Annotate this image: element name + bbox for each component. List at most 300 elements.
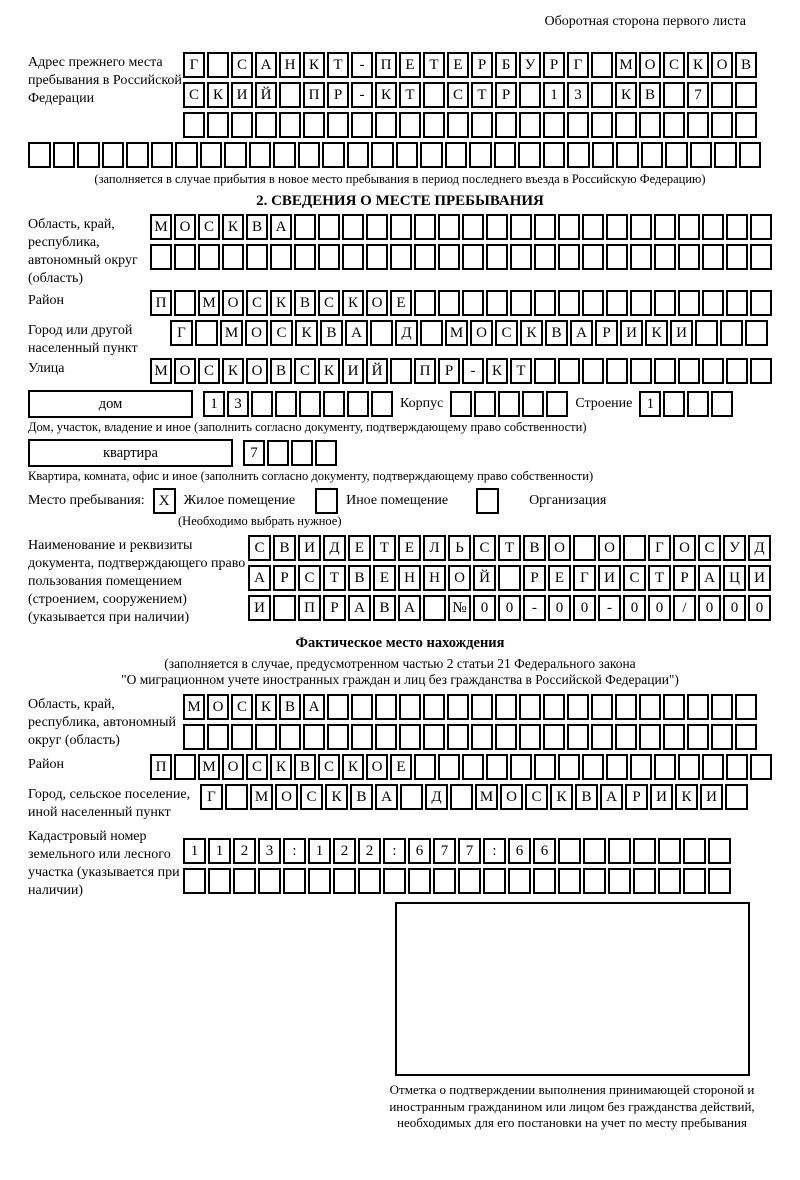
- char-cell[interactable]: [735, 112, 757, 138]
- char-cell[interactable]: В: [545, 320, 568, 346]
- char-cell[interactable]: [711, 112, 733, 138]
- char-cell[interactable]: С: [183, 82, 205, 108]
- char-cell[interactable]: 0: [473, 595, 496, 621]
- char-cell[interactable]: И: [298, 535, 321, 561]
- char-cell[interactable]: [351, 112, 373, 138]
- char-cell[interactable]: [399, 112, 421, 138]
- char-cell[interactable]: 6: [508, 838, 531, 864]
- char-cell[interactable]: [726, 214, 748, 240]
- char-cell[interactable]: [702, 244, 724, 270]
- char-cell[interactable]: Р: [327, 82, 349, 108]
- char-cell[interactable]: Й: [366, 358, 388, 384]
- char-cell[interactable]: [720, 320, 743, 346]
- char-cell[interactable]: [558, 290, 580, 316]
- char-cell[interactable]: [438, 214, 460, 240]
- char-cell[interactable]: В: [735, 52, 757, 78]
- char-cell[interactable]: И: [248, 595, 271, 621]
- char-cell[interactable]: С: [270, 320, 293, 346]
- char-cell[interactable]: [258, 868, 281, 894]
- char-cell[interactable]: [327, 112, 349, 138]
- char-cell[interactable]: [750, 754, 772, 780]
- char-cell[interactable]: [518, 142, 541, 168]
- char-cell[interactable]: [750, 214, 772, 240]
- char-cell[interactable]: С: [246, 754, 268, 780]
- char-cell[interactable]: Т: [399, 82, 421, 108]
- char-cell[interactable]: А: [698, 565, 721, 591]
- char-cell[interactable]: О: [366, 754, 388, 780]
- char-cell[interactable]: И: [231, 82, 253, 108]
- char-cell[interactable]: [498, 391, 520, 417]
- char-cell[interactable]: [543, 112, 565, 138]
- char-cell[interactable]: [726, 358, 748, 384]
- char-cell[interactable]: [678, 754, 700, 780]
- char-cell[interactable]: [28, 142, 51, 168]
- char-cell[interactable]: О: [548, 535, 571, 561]
- char-cell[interactable]: [735, 82, 757, 108]
- char-cell[interactable]: [702, 214, 724, 240]
- char-cell[interactable]: Е: [398, 535, 421, 561]
- char-cell[interactable]: К: [675, 784, 698, 810]
- char-cell[interactable]: [298, 142, 321, 168]
- char-cell[interactable]: О: [222, 754, 244, 780]
- char-cell[interactable]: [408, 868, 431, 894]
- char-cell[interactable]: [77, 142, 100, 168]
- char-cell[interactable]: [102, 142, 125, 168]
- char-cell[interactable]: [725, 784, 748, 810]
- char-cell[interactable]: [582, 214, 604, 240]
- char-cell[interactable]: -: [351, 82, 373, 108]
- char-cell[interactable]: [683, 838, 706, 864]
- char-cell[interactable]: К: [325, 784, 348, 810]
- char-cell[interactable]: [279, 724, 301, 750]
- char-cell[interactable]: [582, 290, 604, 316]
- char-cell[interactable]: [654, 244, 676, 270]
- char-cell[interactable]: [233, 868, 256, 894]
- char-cell[interactable]: Б: [495, 52, 517, 78]
- char-cell[interactable]: О: [673, 535, 696, 561]
- char-cell[interactable]: 0: [748, 595, 771, 621]
- char-cell[interactable]: [616, 142, 639, 168]
- char-cell[interactable]: [726, 244, 748, 270]
- char-cell[interactable]: [414, 244, 436, 270]
- char-cell[interactable]: [494, 142, 517, 168]
- char-cell[interactable]: [175, 142, 198, 168]
- char-cell[interactable]: А: [570, 320, 593, 346]
- char-cell[interactable]: А: [348, 595, 371, 621]
- char-cell[interactable]: Г: [200, 784, 223, 810]
- char-cell[interactable]: 0: [548, 595, 571, 621]
- char-cell[interactable]: [510, 244, 532, 270]
- char-cell[interactable]: К: [222, 214, 244, 240]
- char-cell[interactable]: [370, 320, 393, 346]
- char-cell[interactable]: [420, 142, 443, 168]
- char-cell[interactable]: А: [303, 694, 325, 720]
- char-cell[interactable]: [630, 290, 652, 316]
- char-cell[interactable]: [433, 868, 456, 894]
- char-cell[interactable]: Р: [323, 595, 346, 621]
- char-cell[interactable]: Т: [327, 52, 349, 78]
- char-cell[interactable]: [174, 754, 196, 780]
- char-cell[interactable]: П: [375, 52, 397, 78]
- char-cell[interactable]: [366, 244, 388, 270]
- char-cell[interactable]: Д: [748, 535, 771, 561]
- char-cell[interactable]: [275, 391, 297, 417]
- char-cell[interactable]: [519, 694, 541, 720]
- char-cell[interactable]: [150, 244, 172, 270]
- char-cell[interactable]: 7: [433, 838, 456, 864]
- char-cell[interactable]: Т: [471, 82, 493, 108]
- char-cell[interactable]: [291, 440, 313, 466]
- char-cell[interactable]: [458, 868, 481, 894]
- char-cell[interactable]: М: [198, 754, 220, 780]
- char-cell[interactable]: О: [598, 535, 621, 561]
- char-cell[interactable]: [283, 868, 306, 894]
- char-cell[interactable]: И: [342, 358, 364, 384]
- char-cell[interactable]: [438, 754, 460, 780]
- char-cell[interactable]: [438, 290, 460, 316]
- char-cell[interactable]: [606, 244, 628, 270]
- char-cell[interactable]: [519, 112, 541, 138]
- char-cell[interactable]: [462, 290, 484, 316]
- char-cell[interactable]: [371, 391, 393, 417]
- char-cell[interactable]: В: [350, 784, 373, 810]
- char-cell[interactable]: [323, 391, 345, 417]
- char-cell[interactable]: Т: [510, 358, 532, 384]
- char-cell[interactable]: [510, 754, 532, 780]
- char-cell[interactable]: [623, 535, 646, 561]
- char-cell[interactable]: [498, 565, 521, 591]
- char-cell[interactable]: С: [525, 784, 548, 810]
- char-cell[interactable]: [534, 214, 556, 240]
- char-cell[interactable]: К: [550, 784, 573, 810]
- char-cell[interactable]: [534, 244, 556, 270]
- char-cell[interactable]: К: [615, 82, 637, 108]
- char-cell[interactable]: [608, 868, 631, 894]
- char-cell[interactable]: О: [500, 784, 523, 810]
- char-cell[interactable]: Л: [423, 535, 446, 561]
- char-cell[interactable]: Н: [398, 565, 421, 591]
- dom-type-box[interactable]: дом: [28, 390, 193, 418]
- char-cell[interactable]: [471, 112, 493, 138]
- char-cell[interactable]: 7: [687, 82, 709, 108]
- char-cell[interactable]: [582, 754, 604, 780]
- char-cell[interactable]: С: [698, 535, 721, 561]
- char-cell[interactable]: [583, 868, 606, 894]
- char-cell[interactable]: [639, 112, 661, 138]
- char-cell[interactable]: Е: [390, 754, 412, 780]
- char-cell[interactable]: Н: [423, 565, 446, 591]
- char-cell[interactable]: [399, 724, 421, 750]
- char-cell[interactable]: [695, 320, 718, 346]
- char-cell[interactable]: Р: [523, 565, 546, 591]
- char-cell[interactable]: [174, 290, 196, 316]
- char-cell[interactable]: [690, 142, 713, 168]
- char-cell[interactable]: Г: [170, 320, 193, 346]
- char-cell[interactable]: [495, 724, 517, 750]
- char-cell[interactable]: [639, 694, 661, 720]
- char-cell[interactable]: [351, 724, 373, 750]
- char-cell[interactable]: А: [375, 784, 398, 810]
- char-cell[interactable]: М: [475, 784, 498, 810]
- char-cell[interactable]: [299, 391, 321, 417]
- char-cell[interactable]: У: [723, 535, 746, 561]
- char-cell[interactable]: [630, 214, 652, 240]
- char-cell[interactable]: [423, 82, 445, 108]
- char-cell[interactable]: [390, 358, 412, 384]
- char-cell[interactable]: [450, 391, 472, 417]
- char-cell[interactable]: [711, 82, 733, 108]
- char-cell[interactable]: [414, 754, 436, 780]
- char-cell[interactable]: Ь: [448, 535, 471, 561]
- char-cell[interactable]: [522, 391, 544, 417]
- char-cell[interactable]: П: [150, 290, 172, 316]
- char-cell[interactable]: [255, 724, 277, 750]
- char-cell[interactable]: [347, 142, 370, 168]
- char-cell[interactable]: [414, 290, 436, 316]
- char-cell[interactable]: В: [639, 82, 661, 108]
- char-cell[interactable]: [342, 244, 364, 270]
- char-cell[interactable]: /: [673, 595, 696, 621]
- char-cell[interactable]: О: [174, 214, 196, 240]
- char-cell[interactable]: [711, 391, 733, 417]
- char-cell[interactable]: [615, 694, 637, 720]
- char-cell[interactable]: М: [150, 358, 172, 384]
- char-cell[interactable]: [591, 724, 613, 750]
- char-cell[interactable]: [183, 112, 205, 138]
- char-cell[interactable]: [543, 694, 565, 720]
- char-cell[interactable]: [486, 214, 508, 240]
- char-cell[interactable]: Е: [373, 565, 396, 591]
- char-cell[interactable]: К: [342, 754, 364, 780]
- char-cell[interactable]: [423, 595, 446, 621]
- char-cell[interactable]: 1: [203, 391, 225, 417]
- char-cell[interactable]: -: [523, 595, 546, 621]
- char-cell[interactable]: -: [598, 595, 621, 621]
- char-cell[interactable]: [486, 754, 508, 780]
- char-cell[interactable]: С: [298, 565, 321, 591]
- char-cell[interactable]: [445, 142, 468, 168]
- inoe-checkbox[interactable]: [315, 488, 338, 514]
- char-cell[interactable]: [726, 290, 748, 316]
- char-cell[interactable]: [469, 142, 492, 168]
- char-cell[interactable]: М: [150, 214, 172, 240]
- char-cell[interactable]: К: [645, 320, 668, 346]
- char-cell[interactable]: 7: [243, 440, 265, 466]
- char-cell[interactable]: [678, 358, 700, 384]
- char-cell[interactable]: [438, 244, 460, 270]
- char-cell[interactable]: С: [495, 320, 518, 346]
- char-cell[interactable]: 1: [639, 391, 661, 417]
- char-cell[interactable]: В: [273, 535, 296, 561]
- char-cell[interactable]: [519, 724, 541, 750]
- char-cell[interactable]: [375, 112, 397, 138]
- char-cell[interactable]: [543, 724, 565, 750]
- char-cell[interactable]: [582, 244, 604, 270]
- char-cell[interactable]: [615, 724, 637, 750]
- char-cell[interactable]: [508, 868, 531, 894]
- char-cell[interactable]: [573, 535, 596, 561]
- char-cell[interactable]: [246, 244, 268, 270]
- char-cell[interactable]: [308, 868, 331, 894]
- char-cell[interactable]: [534, 754, 556, 780]
- char-cell[interactable]: А: [345, 320, 368, 346]
- char-cell[interactable]: [606, 214, 628, 240]
- char-cell[interactable]: Р: [673, 565, 696, 591]
- char-cell[interactable]: [658, 838, 681, 864]
- char-cell[interactable]: 7: [458, 838, 481, 864]
- char-cell[interactable]: [558, 244, 580, 270]
- char-cell[interactable]: [708, 838, 731, 864]
- char-cell[interactable]: [534, 290, 556, 316]
- char-cell[interactable]: О: [246, 358, 268, 384]
- char-cell[interactable]: 1: [543, 82, 565, 108]
- char-cell[interactable]: [702, 290, 724, 316]
- char-cell[interactable]: 0: [648, 595, 671, 621]
- char-cell[interactable]: В: [270, 358, 292, 384]
- char-cell[interactable]: В: [246, 214, 268, 240]
- char-cell[interactable]: Й: [255, 82, 277, 108]
- char-cell[interactable]: [294, 214, 316, 240]
- char-cell[interactable]: [510, 290, 532, 316]
- char-cell[interactable]: [225, 784, 248, 810]
- char-cell[interactable]: В: [523, 535, 546, 561]
- char-cell[interactable]: [195, 320, 218, 346]
- char-cell[interactable]: И: [620, 320, 643, 346]
- kvartira-type-box[interactable]: квартира: [28, 439, 233, 467]
- char-cell[interactable]: Г: [573, 565, 596, 591]
- char-cell[interactable]: :: [283, 838, 306, 864]
- char-cell[interactable]: О: [711, 52, 733, 78]
- char-cell[interactable]: [486, 244, 508, 270]
- char-cell[interactable]: О: [222, 290, 244, 316]
- char-cell[interactable]: [687, 112, 709, 138]
- char-cell[interactable]: [303, 724, 325, 750]
- char-cell[interactable]: [126, 142, 149, 168]
- char-cell[interactable]: Е: [447, 52, 469, 78]
- char-cell[interactable]: [739, 142, 762, 168]
- char-cell[interactable]: [347, 391, 369, 417]
- char-cell[interactable]: [592, 142, 615, 168]
- char-cell[interactable]: [735, 724, 757, 750]
- char-cell[interactable]: [615, 112, 637, 138]
- char-cell[interactable]: [726, 754, 748, 780]
- char-cell[interactable]: М: [615, 52, 637, 78]
- char-cell[interactable]: К: [295, 320, 318, 346]
- char-cell[interactable]: [53, 142, 76, 168]
- char-cell[interactable]: [279, 112, 301, 138]
- char-cell[interactable]: [249, 142, 272, 168]
- char-cell[interactable]: [711, 694, 733, 720]
- char-cell[interactable]: П: [303, 82, 325, 108]
- char-cell[interactable]: [483, 868, 506, 894]
- char-cell[interactable]: Д: [395, 320, 418, 346]
- char-cell[interactable]: Г: [648, 535, 671, 561]
- char-cell[interactable]: И: [650, 784, 673, 810]
- char-cell[interactable]: [567, 112, 589, 138]
- char-cell[interactable]: [543, 142, 566, 168]
- char-cell[interactable]: А: [255, 52, 277, 78]
- char-cell[interactable]: [558, 214, 580, 240]
- char-cell[interactable]: [683, 868, 706, 894]
- char-cell[interactable]: Й: [473, 565, 496, 591]
- char-cell[interactable]: [273, 142, 296, 168]
- char-cell[interactable]: [462, 754, 484, 780]
- char-cell[interactable]: [641, 142, 664, 168]
- char-cell[interactable]: Е: [390, 290, 412, 316]
- char-cell[interactable]: Н: [279, 52, 301, 78]
- char-cell[interactable]: [558, 358, 580, 384]
- char-cell[interactable]: И: [700, 784, 723, 810]
- char-cell[interactable]: К: [270, 290, 292, 316]
- char-cell[interactable]: [702, 754, 724, 780]
- char-cell[interactable]: [207, 112, 229, 138]
- char-cell[interactable]: [750, 244, 772, 270]
- char-cell[interactable]: [663, 694, 685, 720]
- char-cell[interactable]: П: [298, 595, 321, 621]
- char-cell[interactable]: [414, 214, 436, 240]
- char-cell[interactable]: 1: [208, 838, 231, 864]
- char-cell[interactable]: К: [270, 754, 292, 780]
- char-cell[interactable]: [183, 868, 206, 894]
- char-cell[interactable]: [633, 868, 656, 894]
- char-cell[interactable]: С: [318, 290, 340, 316]
- char-cell[interactable]: 0: [573, 595, 596, 621]
- char-cell[interactable]: [654, 290, 676, 316]
- char-cell[interactable]: К: [687, 52, 709, 78]
- char-cell[interactable]: [678, 244, 700, 270]
- char-cell[interactable]: С: [198, 358, 220, 384]
- char-cell[interactable]: [558, 754, 580, 780]
- char-cell[interactable]: С: [473, 535, 496, 561]
- char-cell[interactable]: Т: [648, 565, 671, 591]
- char-cell[interactable]: [534, 358, 556, 384]
- char-cell[interactable]: [151, 142, 174, 168]
- organizatsiya-checkbox[interactable]: [476, 488, 499, 514]
- char-cell[interactable]: [420, 320, 443, 346]
- char-cell[interactable]: [222, 244, 244, 270]
- char-cell[interactable]: Е: [399, 52, 421, 78]
- char-cell[interactable]: [183, 724, 205, 750]
- char-cell[interactable]: [198, 244, 220, 270]
- char-cell[interactable]: С: [294, 358, 316, 384]
- char-cell[interactable]: [606, 358, 628, 384]
- char-cell[interactable]: Г: [183, 52, 205, 78]
- char-cell[interactable]: Р: [273, 565, 296, 591]
- char-cell[interactable]: С: [231, 52, 253, 78]
- char-cell[interactable]: И: [748, 565, 771, 591]
- char-cell[interactable]: 0: [723, 595, 746, 621]
- char-cell[interactable]: [400, 784, 423, 810]
- char-cell[interactable]: [591, 112, 613, 138]
- char-cell[interactable]: К: [342, 290, 364, 316]
- char-cell[interactable]: 2: [233, 838, 256, 864]
- char-cell[interactable]: [708, 868, 731, 894]
- char-cell[interactable]: [423, 112, 445, 138]
- char-cell[interactable]: К: [375, 82, 397, 108]
- char-cell[interactable]: [471, 694, 493, 720]
- char-cell[interactable]: :: [483, 838, 506, 864]
- char-cell[interactable]: [200, 142, 223, 168]
- char-cell[interactable]: Р: [438, 358, 460, 384]
- char-cell[interactable]: [591, 694, 613, 720]
- char-cell[interactable]: [633, 838, 656, 864]
- char-cell[interactable]: [510, 214, 532, 240]
- char-cell[interactable]: -: [462, 358, 484, 384]
- char-cell[interactable]: [735, 694, 757, 720]
- char-cell[interactable]: М: [445, 320, 468, 346]
- char-cell[interactable]: [663, 112, 685, 138]
- char-cell[interactable]: М: [183, 694, 205, 720]
